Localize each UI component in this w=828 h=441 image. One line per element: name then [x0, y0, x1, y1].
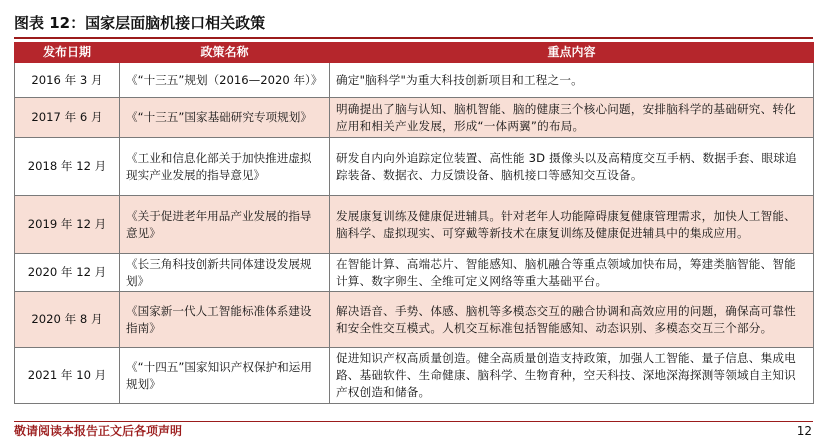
row-date: 2016 年 3 月: [15, 63, 120, 98]
table-row: [15, 63, 814, 98]
row-content: 研发自内向外追踪定位装置、高性能 3D 摄像头以及高精度交互手柄、数据手套、眼球追踪装备、数据衣、力反馈设备、脑机接口等感知交互设备。: [330, 138, 814, 196]
title-divider: [14, 37, 813, 39]
row-date: 2020 年 8 月: [15, 292, 120, 348]
page-number: 12: [796, 424, 812, 438]
row-policy-name: 《“十三五”规划（2016—2020 年）》: [120, 63, 330, 98]
row-policy-name: 《长三角科技创新共同体建设发展规划》: [120, 254, 330, 292]
row-content: 确定"脑科学"为重大科技创新项目和工程之一。: [330, 63, 814, 98]
footer-divider: [14, 421, 813, 422]
header-key-content: 重点内容: [330, 43, 814, 63]
row-content: 发展康复训练及健康促进辅具。针对老年人功能障碍康复健康管理需求，加快人工智能、脑科学、虚拟现实、可穿戴等新技术在康复训练及健康促进辅具中的集成应用。: [330, 196, 814, 254]
row-date: 2018 年 12 月: [15, 138, 120, 196]
row-policy-name: 《关于促进老年用品产业发展的指导意见》: [120, 196, 330, 254]
policy-table: [14, 42, 814, 404]
table-row: [15, 196, 814, 254]
table-row: [15, 348, 814, 404]
row-date: 2020 年 12 月: [15, 254, 120, 292]
row-policy-name: 《工业和信息化部关于加快推进虚拟现实产业发展的指导意见》: [120, 138, 330, 196]
header-date: 发布日期: [15, 43, 120, 63]
table-row: [15, 254, 814, 292]
header-policy-name: 政策名称: [120, 43, 330, 63]
table-header-row: [15, 43, 814, 63]
table-row: [15, 292, 814, 348]
footer-disclaimer: 敬请阅读本报告正文后各项声明: [14, 424, 183, 438]
row-content: 明确提出了脑与认知、脑机智能、脑的健康三个核心问题，安排脑科学的基础研究、转化应用和相关产业发展，形成“一体两翼”的布局。: [330, 98, 814, 138]
table-row: [15, 98, 814, 138]
row-content: 在智能计算、高端芯片、智能感知、脑机融合等重点领域加快布局，筹建类脑智能、智能计算、数字卵生、全维可定义网络等重大基础平台。: [330, 254, 814, 292]
row-content: 解决语音、手势、体感、脑机等多模态交互的融合协调和高效应用的问题，确保高可靠性和安全性交互模式。人机交互标准包括智能感知、动态识别、多模态交互三个部分。: [330, 292, 814, 348]
row-date: 2017 年 6 月: [15, 98, 120, 138]
row-policy-name: 《国家新一代人工智能标准体系建设指南》: [120, 292, 330, 348]
row-date: 2021 年 10 月: [15, 348, 120, 404]
figure-title: 图表 12：国家层面脑机接口相关政策: [14, 14, 266, 32]
row-policy-name: 《“十四五”国家知识产权保护和运用规划》: [120, 348, 330, 404]
row-date: 2019 年 12 月: [15, 196, 120, 254]
row-policy-name: 《“十三五”国家基础研究专项规划》: [120, 98, 330, 138]
table-row: [15, 138, 814, 196]
row-content: 促进知识产权高质量创造。健全高质量创造支持政策，加强人工智能、量子信息、集成电路、基础软件、生命健康、脑科学、生物育种，空天科技、深地深海探测等领域自主知识产权创造和储备。: [330, 348, 814, 404]
